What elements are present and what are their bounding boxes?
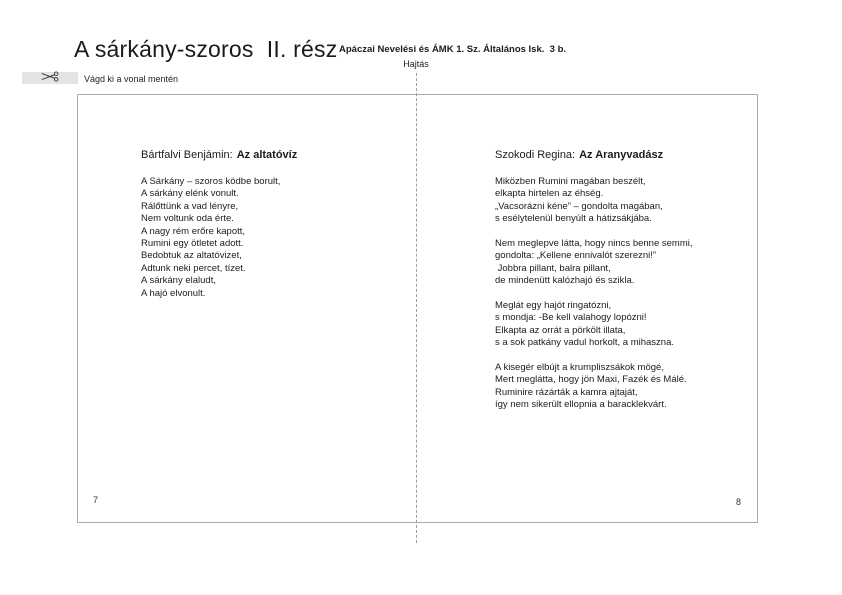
poem-line: s mondja: -Be kell valahogy lopózni!: [495, 312, 647, 324]
poem-line: Rálőttünk a vad lényre,: [141, 200, 239, 212]
poem-line: gondolta: „Kellene ennivalót szerezni!”: [495, 250, 657, 262]
poem-line: Mert meglátta, hogy jön Maxi, Fazék és Málé.: [495, 374, 687, 386]
poem-line: Miközben Rumini magában beszélt,: [495, 176, 646, 187]
right-poem-author: Szokodi Regina:: [495, 149, 576, 161]
poem-line: Ruminire rázárták a kamra ajtaját,: [495, 386, 638, 398]
poem-line: Nem meglepve látta, hogy nincs benne semmi,: [495, 238, 693, 250]
poem-line: s a sok patkány vadul horkolt, a mihaszna.: [495, 337, 675, 349]
left-poem-body: [141, 176, 421, 300]
poem-line: A sárkány elénk vonult.: [141, 188, 239, 200]
scissors-box: [22, 72, 78, 84]
page-number-right: 8: [736, 497, 742, 507]
page-number-left: 7: [93, 495, 99, 505]
poem-line: s esélytelenül benyúlt a hátizsákjába.: [495, 213, 652, 225]
poem-line: Meglát egy hajót ringatózni,: [495, 300, 612, 312]
scissors-icon: [40, 69, 61, 87]
poem-line: így nem sikerült ellopnia a baracklekvárt.: [495, 399, 667, 411]
poem-line: de mindenütt kalózhajó és szikla.: [495, 275, 635, 287]
fold-label: Hajtás: [403, 59, 429, 69]
left-page-column: [141, 149, 421, 300]
left-poem-author: Bártfalvi Benjámin:: [141, 149, 233, 161]
poem-line: A nagy rém erőre kapott,: [141, 225, 246, 237]
poem-line: Jobbra pillant, balra pillant,: [495, 262, 611, 274]
poem-line: Nem voltunk oda érte.: [141, 213, 234, 225]
poem-line: A Sárkány – szoros ködbe borult,: [141, 176, 281, 187]
poem-stanza: [495, 176, 795, 226]
poem-stanza: [495, 300, 795, 350]
poem-line: Bedobtuk az altatóvizet,: [141, 250, 242, 262]
left-poem-heading: [141, 149, 421, 161]
poem-line: Elkapta az orrát a pörkölt illata,: [495, 324, 626, 336]
poem-stanza: [495, 238, 795, 288]
right-poem-body: [495, 176, 795, 412]
right-poem-heading: [495, 149, 795, 161]
right-poem-title: Az Aranyvadász: [579, 149, 664, 161]
right-page-column: [495, 149, 795, 412]
poem-line: A hajó elvonult.: [141, 287, 206, 299]
poem-line: elkapta hirtelen az éhség.: [495, 188, 604, 200]
poem-stanza: [495, 362, 795, 412]
poem-line: „Vacsorázni kéne” – gondolta magában,: [495, 200, 663, 212]
poem-line: A kisegér elbújt a krumpliszsákok mögé,: [495, 362, 664, 374]
poem-line: Adtunk neki percet, tízet.: [141, 262, 246, 274]
cut-instruction: Vágd ki a vonal mentén: [84, 74, 179, 84]
poem-line: Rumini egy ötletet adott.: [141, 238, 244, 250]
left-poem-title: Az altatóvíz: [236, 149, 298, 161]
school-name: Apáczai Nevelési és ÁMK 1. Sz. Általános Isk. 3 b.: [339, 44, 567, 55]
fold-dashed-line: [416, 73, 417, 543]
poem-line: A sárkány elaludt,: [141, 275, 216, 287]
document-title: A sárkány-szoros II. rész: [74, 36, 338, 62]
